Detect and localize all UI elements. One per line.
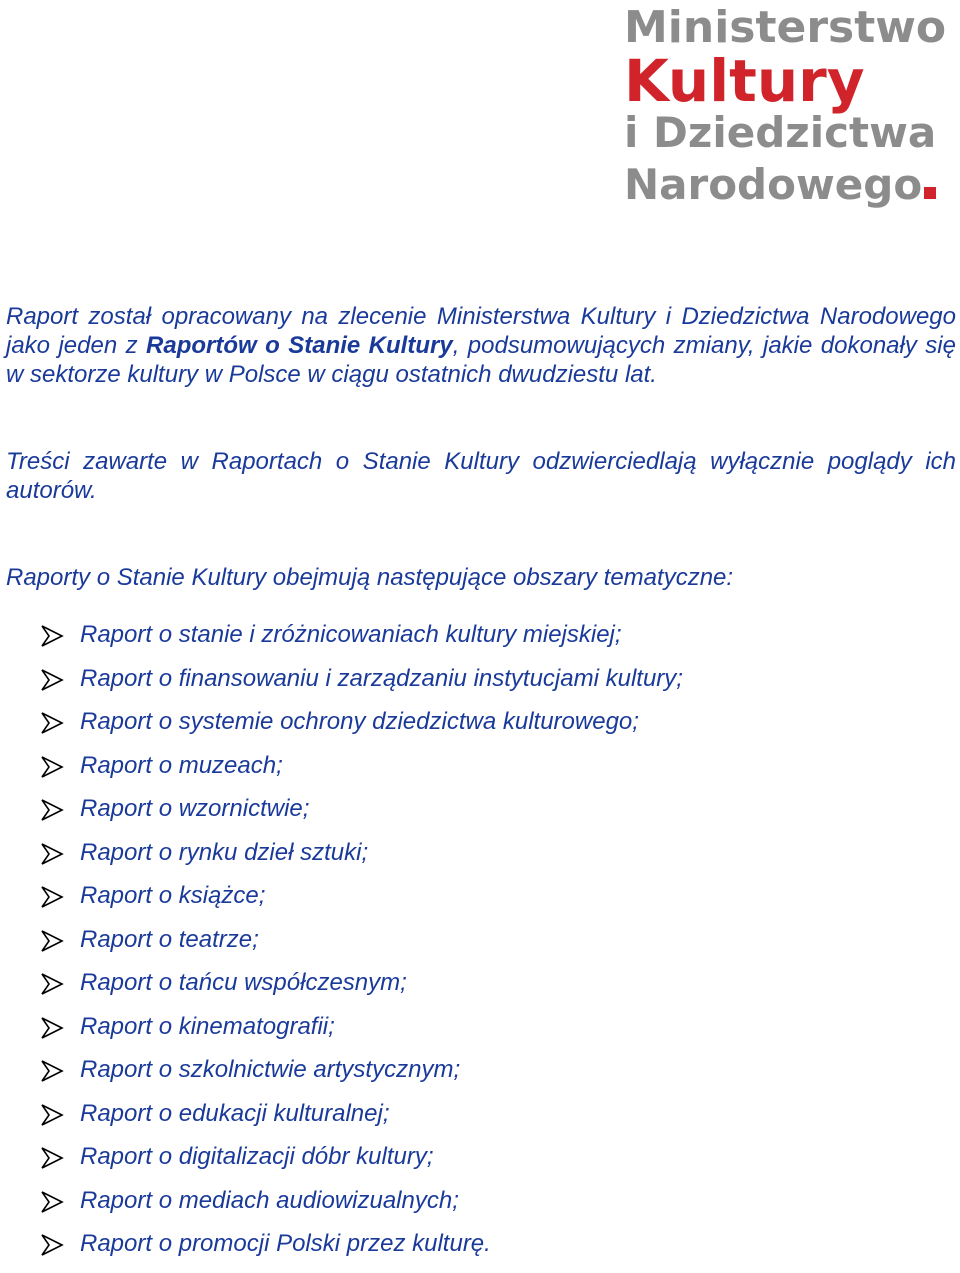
arrow-bullet-icon: [40, 625, 64, 647]
list-item: [0, 1142, 960, 1186]
arrow-bullet-icon: [40, 930, 64, 952]
list-item-label: Raport o muzeach;: [80, 751, 283, 779]
list-item-label: Raport o teatrze;: [80, 925, 259, 953]
list-item-label: Raport o promocji Polski przez kulturę.: [80, 1230, 491, 1257]
arrow-bullet-icon: [40, 1104, 64, 1126]
intro-bold-title: Raportów o Stanie Kultury: [146, 332, 453, 359]
list-item: [0, 838, 960, 882]
arrow-bullet-icon: [40, 973, 64, 995]
list-item-label: Raport o edukacji kulturalnej;: [80, 1099, 390, 1127]
list-item-label: Raport o szkolnictwie artystycznym;: [80, 1056, 461, 1083]
arrow-bullet-icon: [40, 1191, 64, 1213]
list-item-label: Raport o digitalizacji dóbr kultury;: [80, 1143, 434, 1170]
list-item: [0, 1186, 960, 1230]
logo-line-1: Ministerstwo: [624, 2, 947, 53]
arrow-bullet-icon: [40, 712, 64, 734]
logo-line-3: i Dziedzictwa: [624, 108, 937, 157]
list-item: [0, 1055, 960, 1099]
arrow-bullet-icon: [40, 1060, 64, 1082]
list-item-label: Raport o tańcu współczesnym;: [80, 969, 407, 996]
list-item: [0, 1229, 960, 1273]
list-item: [0, 794, 960, 838]
arrow-bullet-icon: [40, 1147, 64, 1169]
report-list: [0, 620, 960, 1273]
logo-line-2: Kultury: [624, 47, 865, 115]
ministry-logo: [624, 2, 954, 214]
arrow-bullet-icon: [40, 886, 64, 908]
list-item: [0, 1012, 960, 1056]
logo-line-4-text: Narodowego: [624, 160, 923, 209]
arrow-bullet-icon: [40, 669, 64, 691]
intro-text-2: , podsumowujących zmiany, jakie dokonały się w sektorze kultury w Polsce w ciągu ostatnich dwudziestu lat.: [6, 332, 956, 388]
arrow-bullet-icon: [40, 799, 64, 821]
arrow-bullet-icon: [40, 756, 64, 778]
intro-paragraph: [6, 302, 956, 389]
list-item-label: Raport o wzornictwie;: [80, 795, 310, 822]
arrow-bullet-icon: [40, 843, 64, 865]
list-item: [0, 968, 960, 1012]
disclaimer-paragraph: Treści zawarte w Raportach o Stanie Kultury odzwierciedlają wyłącznie poglądy ich autorów.: [6, 448, 956, 504]
logo-dot: [924, 187, 936, 199]
list-item: [0, 925, 960, 969]
list-item-label: Raport o systemie ochrony dziedzictwa kulturowego;: [80, 708, 639, 735]
list-intro: Raporty o Stanie Kultury obejmują następujące obszary tematyczne:: [6, 564, 734, 591]
list-item: [0, 707, 960, 751]
list-item: [0, 620, 960, 664]
list-item-label: Raport o finansowaniu i zarządzaniu instytucjami kultury;: [80, 664, 683, 692]
list-item: [0, 664, 960, 708]
list-item: [0, 881, 960, 925]
arrow-bullet-icon: [40, 1017, 64, 1039]
intro-text-1: Raport został opracowany na zlecenie Ministerstwa Kultury i Dziedzictwa Narodowego jako jeden z: [6, 303, 956, 359]
list-item-label: Raport o książce;: [80, 882, 266, 909]
list-item-label: Raport o stanie i zróżnicowaniach kultury miejskiej;: [80, 621, 622, 648]
list-item-label: Raport o rynku dzieł sztuki;: [80, 838, 369, 866]
list-item-label: Raport o kinematografii;: [80, 1012, 335, 1040]
arrow-bullet-icon: [40, 1234, 64, 1256]
logo-line-4: [624, 160, 954, 214]
list-item: [0, 1099, 960, 1143]
list-item-label: Raport o mediach audiowizualnych;: [80, 1186, 459, 1214]
list-item: [0, 751, 960, 795]
